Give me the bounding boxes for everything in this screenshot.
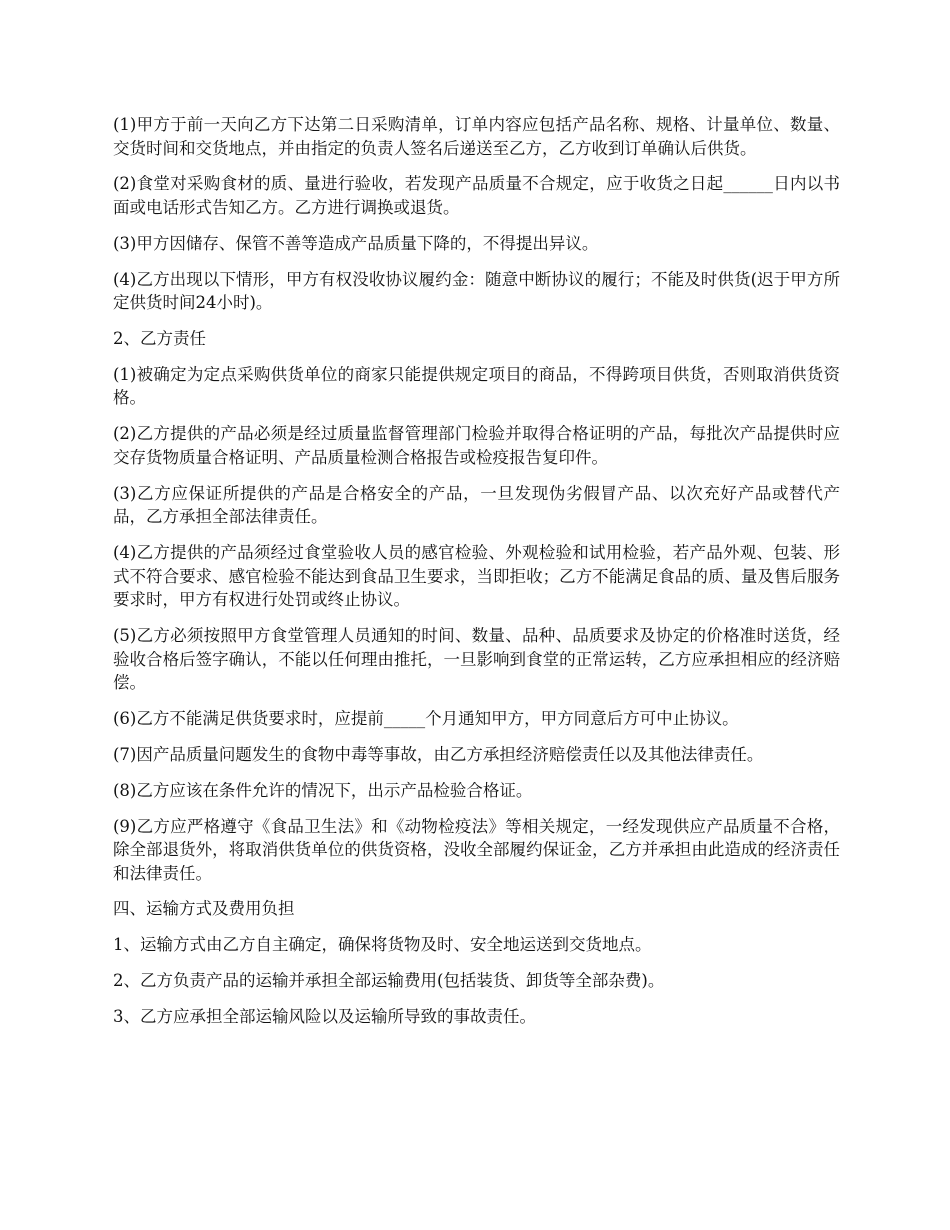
clause-paragraph: (4)乙方提供的产品须经过食堂验收人员的感官检验、外观检验和试用检验，若产品外观、包装、形式不符合要求、感官检验不能达到食品卫生要求，当即拒收；乙方不能满足食品的质、量及售后服务要求时，甲方有权进行处罚或终止协议。	[113, 543, 840, 610]
section-heading: 四、运输方式及费用负担	[113, 899, 295, 919]
clause-paragraph: (1)甲方于前一天向乙方下达第二日采购清单，订单内容应包括产品名称、规格、计量单位、数量、交货时间和交货地点，并由指定的负责人签名后递送至乙方，乙方收到订单确认后供货。	[113, 115, 840, 158]
clause-paragraph: (2)食堂对采购食材的质、量进行验收，若发现产品质量不合规定，应于收货之日起______日内以书面或电话形式告知乙方。乙方进行调换或退货。	[113, 174, 840, 217]
clause-paragraph: (5)乙方必须按照甲方食堂管理人员通知的时间、数量、品种、品质要求及协定的价格准时送货，经验收合格后签字确认，不能以任何理由推托，一旦影响到食堂的正常运转，乙方应承担相应的经济赔偿。	[113, 626, 840, 693]
clause-paragraph: 3、乙方应承担全部运输风险以及运输所导致的事故责任。	[113, 1007, 536, 1027]
clause-paragraph: 2、乙方负责产品的运输并承担全部运输费用(包括装货、卸货等全部杂费)。	[113, 971, 665, 991]
clause-paragraph: (4)乙方出现以下情形，甲方有权没收协议履约金：随意中断协议的履行；不能及时供货(迟于甲方所定供货时间24小时)。	[113, 269, 840, 313]
section-heading: 2、乙方责任	[113, 329, 206, 349]
clause-paragraph: (6)乙方不能满足供货要求时，应提前_____个月通知甲方，甲方同意后方可中止协议。	[113, 708, 739, 728]
clause-paragraph: (3)乙方应保证所提供的产品是合格安全的产品，一旦发现伪劣假冒产品、以次充好产品或替代产品，乙方承担全部法律责任。	[113, 483, 840, 527]
clause-paragraph: (8)乙方应该在条件允许的情况下，出示产品检验合格证。	[113, 780, 533, 800]
clause-paragraph: (9)乙方应严格遵守《食品卫生法》和《动物检疫法》等相关规定，一经发现供应产品质量不合格，除全部退货外，将取消供货单位的供货资格，没收全部履约保证金，乙方并承担由此造成的经济责任和法律责任。	[113, 816, 840, 883]
document-page	[113, 113, 840, 1041]
clause-paragraph: (3)甲方因储存、保管不善等造成产品质量下降的，不得提出异议。	[113, 233, 599, 253]
clause-paragraph: (2)乙方提供的产品必须是经过质量监督管理部门检验并取得合格证明的产品，每批次产品提供时应交存货物质量合格证明、产品质量检测合格报告或检疫报告复印件。	[113, 424, 840, 467]
clause-paragraph: (1)被确定为定点采购供货单位的商家只能提供规定项目的商品，不得跨项目供货，否则取消供货资格。	[113, 364, 840, 408]
clause-paragraph: 1、运输方式由乙方自主确定，确保将货物及时、安全地运送到交货地点。	[113, 935, 652, 955]
clause-paragraph: (7)因产品质量问题发生的食物中毒等事故，由乙方承担经济赔偿责任以及其他法律责任。	[113, 744, 764, 764]
